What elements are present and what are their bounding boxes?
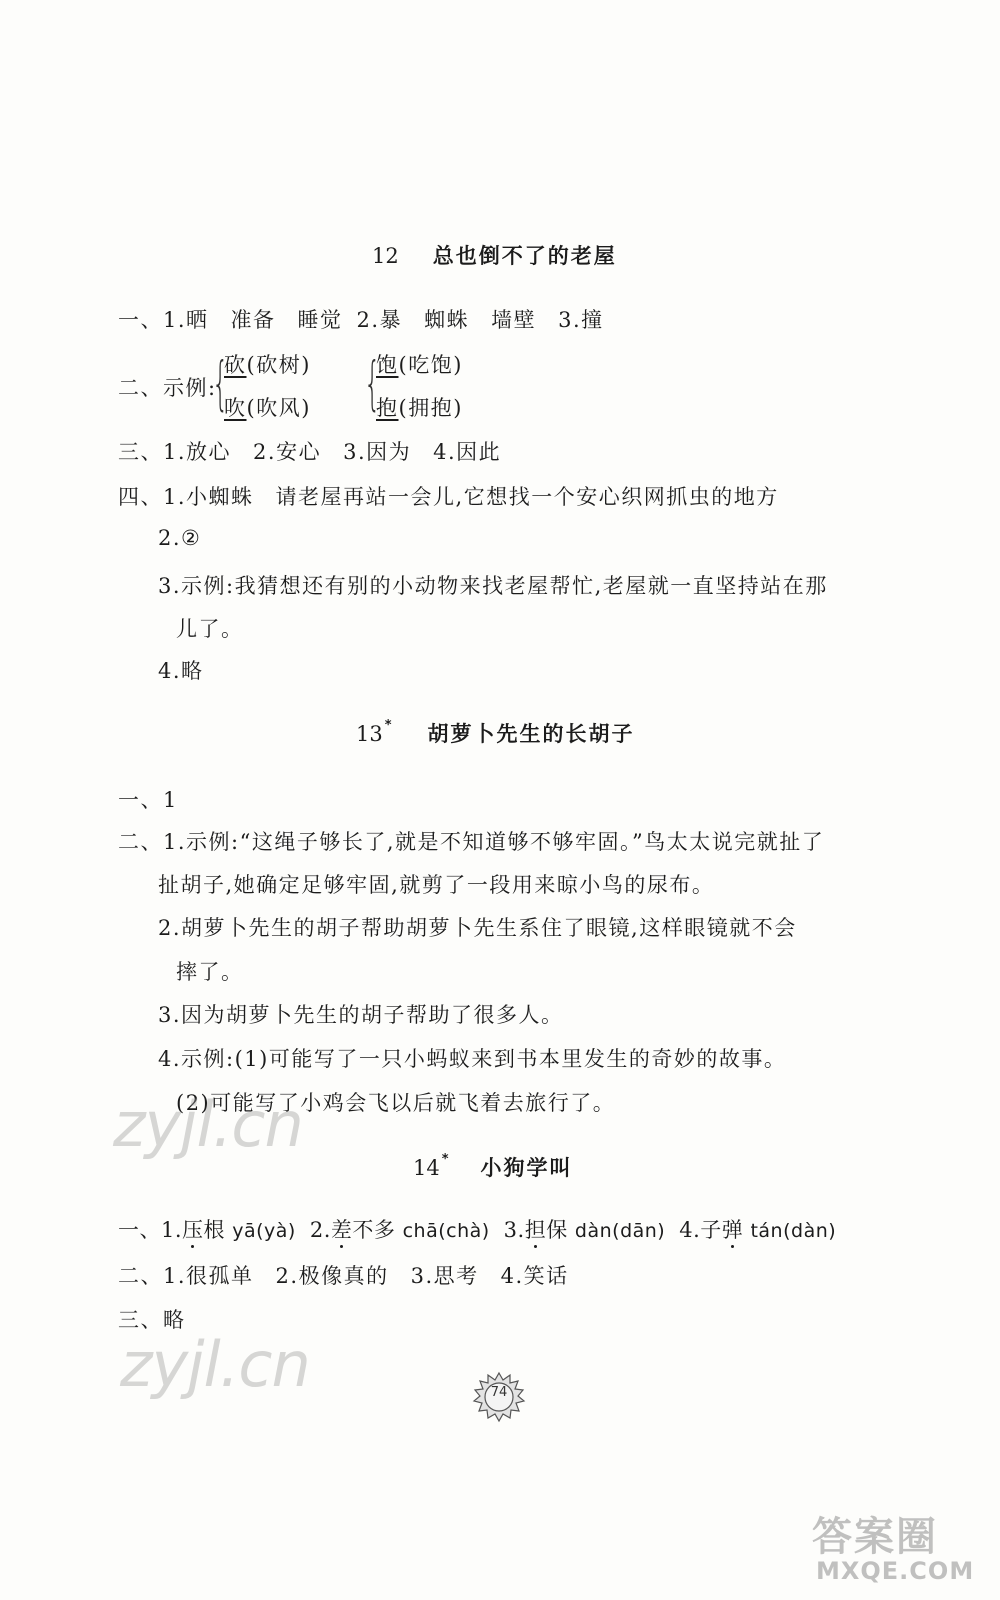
s14-q2-item: 3.思考	[410, 1264, 479, 1288]
brace-right: {	[364, 349, 381, 417]
s14-q1-prefix: 3.	[503, 1218, 525, 1242]
s13-q2-line4: 4.示例:(1)可能写了一只小蚂蚁来到书本里发生的奇妙的故事。	[158, 1047, 787, 1071]
s14-q1-pinyin: dàn(dān)	[574, 1220, 666, 1242]
s13-q2-line1b: 扯胡子,她确定足够牢固,就剪了一段用来晾小鸟的尿布。	[158, 873, 715, 897]
s12-q2-a-bottom	[224, 392, 311, 422]
s14-q1	[118, 1214, 836, 1244]
s12-q1-part3: 3.撞	[558, 308, 604, 332]
s12-q2-example: (吃饱)	[398, 353, 463, 377]
s14-q1-dotted-char: 担	[524, 1218, 547, 1242]
s12-q2-char: 抱	[376, 396, 399, 420]
site-stamp-logo	[812, 1505, 988, 1593]
s12-q1-part2: 2.暴	[356, 308, 403, 332]
s12-q2-example: (吹风)	[246, 396, 311, 420]
s14-q1-prefix: 一、1.	[118, 1218, 183, 1242]
s12-q4-line3: 3.示例:我猜想还有别的小动物来找老屋帮忙,老屋就一直坚持站在那	[158, 574, 828, 598]
s14-q1-dotted-char: 差	[330, 1218, 353, 1242]
s13-q2-line1: 二、1.示例:“这绳子够长了,就是不知道够不够牢固。”鸟太太说完就扯了	[118, 830, 825, 854]
s12-q1	[118, 304, 604, 334]
s12-q2-char: 饱	[376, 353, 399, 377]
s12-q2-a-top	[224, 349, 311, 379]
s12-q1-prefix: 一、1.晒	[118, 308, 209, 332]
brace-left: {	[212, 349, 229, 417]
s12-q3-item: 三、1.放心	[118, 440, 232, 464]
s12-q3-item: 2.安心	[253, 440, 322, 464]
section-12-heading	[372, 240, 617, 270]
stamp-title: 答案圈	[812, 1514, 938, 1560]
s14-q2-item: 2.极像真的	[275, 1264, 389, 1288]
s14-q1-prefix: 4.子	[679, 1218, 722, 1242]
s13-q1: 一、1	[118, 788, 178, 812]
s12-q2-prefix: 二、示例:	[118, 376, 217, 400]
s14-q1-prefix: 2.	[309, 1218, 331, 1242]
s12-q1-word: 睡觉	[297, 308, 343, 332]
s14-q1-word: 不多	[352, 1218, 396, 1242]
s14-q2-item: 4.笑话	[500, 1264, 569, 1288]
s12-q3-item: 3.因为	[343, 440, 412, 464]
section-13-number: 13	[356, 722, 383, 746]
s14-q2	[118, 1260, 569, 1290]
s13-q2-line3: 3.因为胡萝卜先生的胡子帮助了很多人。	[158, 1003, 564, 1027]
stamp-url: MXQE.COM	[816, 1557, 975, 1585]
s14-q3: 三、略	[118, 1308, 186, 1332]
s12-q2-example: (砍树)	[246, 353, 311, 377]
s12-q2-char: 吹	[224, 396, 247, 420]
s12-q4-line1	[118, 481, 779, 511]
section-12-number: 12	[372, 244, 399, 268]
s14-q2-item: 二、1.很孤单	[118, 1264, 254, 1288]
section-13-heading	[356, 718, 635, 748]
optional-star: *	[441, 1152, 451, 1167]
s12-q1-word: 墙壁	[491, 308, 537, 332]
s12-q1-word: 蜘蛛	[424, 308, 470, 332]
s12-q4-line2: 2.②	[158, 526, 202, 550]
section-13-title: 胡萝卜先生的长胡子	[427, 722, 635, 746]
s13-q2-line2b: 摔了。	[176, 960, 244, 984]
s12-q3	[118, 436, 501, 466]
watermark: zyjl.cn	[120, 1328, 310, 1401]
s12-q2-b-top	[376, 349, 463, 379]
s14-q1-word: 根	[203, 1218, 226, 1242]
section-12-title: 总也倒不了的老屋	[432, 244, 617, 268]
section-14-heading	[413, 1152, 573, 1182]
s14-q1-pinyin: yā(yà)	[232, 1220, 296, 1242]
optional-star: *	[384, 718, 394, 733]
s12-q1-word: 准备	[230, 308, 276, 332]
s12-q4-answer: 四、1.小蜘蛛	[118, 485, 254, 509]
s12-q4-line4: 4.略	[158, 659, 204, 683]
page-number: 74	[490, 1385, 508, 1400]
watermark: zyjl.cn	[113, 1088, 303, 1161]
s12-q2-b-bottom	[376, 392, 463, 422]
s12-q3-item: 4.因此	[433, 440, 502, 464]
s12-q2-example: (拥抱)	[398, 396, 463, 420]
section-14-number: 14	[413, 1156, 440, 1180]
section-14-title: 小狗学叫	[480, 1156, 573, 1180]
s13-q2-line2: 2.胡萝卜先生的胡子帮助胡萝卜先生系住了眼镜,这样眼镜就不会	[158, 916, 797, 940]
s14-q1-dotted-char: 压	[182, 1218, 204, 1242]
s14-q1-dotted-char: 弹	[721, 1218, 744, 1242]
s14-q1-pinyin: tán(dàn)	[750, 1220, 837, 1242]
page-number-badge	[472, 1370, 526, 1424]
s12-q2-char: 砍	[224, 353, 247, 377]
s12-q4-answer: 请老屋再站一会儿,它想找一个安心织网抓虫的地方	[275, 485, 779, 509]
s14-q1-pinyin: chā(chà)	[402, 1220, 490, 1242]
s13-q2-line4b: (2)可能写了小鸡会飞以后就飞着去旅行了。	[176, 1091, 616, 1115]
s14-q1-word: 保	[546, 1218, 568, 1242]
s12-q4-line3b: 儿了。	[176, 617, 244, 641]
